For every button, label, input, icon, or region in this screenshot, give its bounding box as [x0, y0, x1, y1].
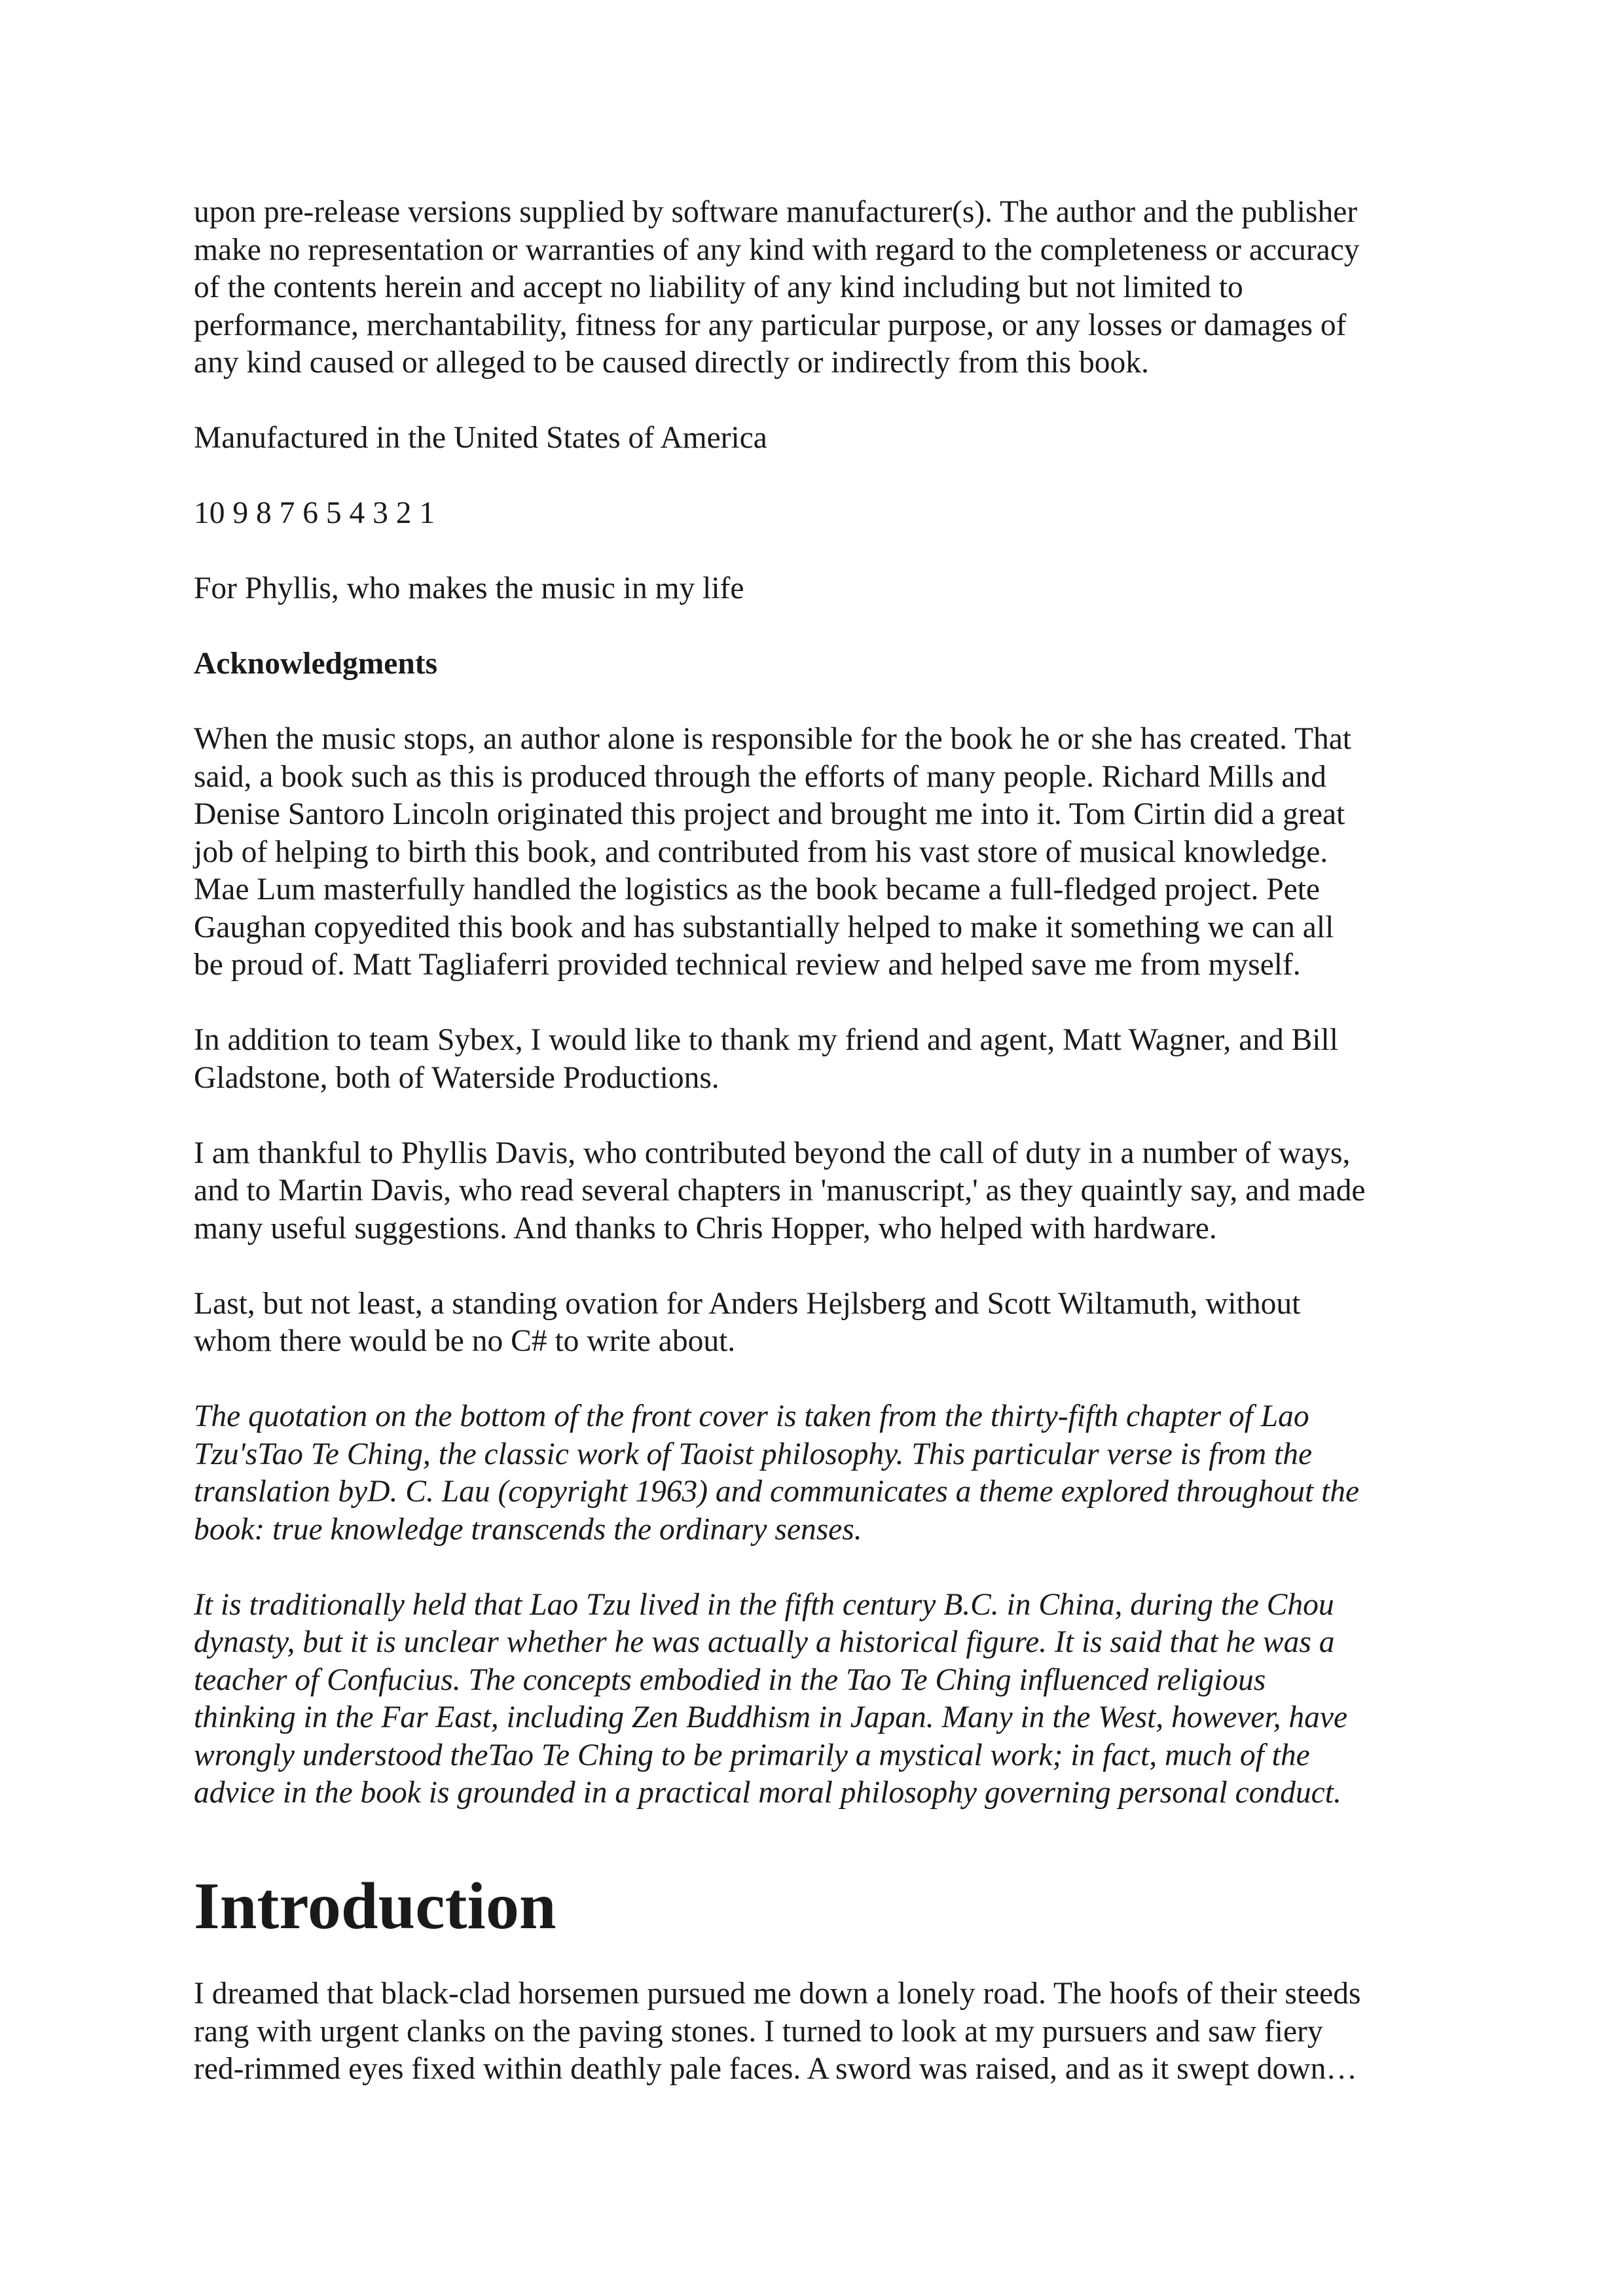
acknowledgments-paragraph-1: When the music stops, an author alone is responsible for the book he or she has created. That said, a book such as this is produced through the efforts of many people. Richard Mills and Denise Santoro Lincoln originated this project and brought me into it. Tom Cirtin did a great job of helping to birth this book, and contributed from his vast store of musical knowledge. Mae Lum masterfully handled the logistics as the book became a full-fledged project. Pete Gaughan copyedited this book and has substantially helped to make it something we can all be proud of. Matt Tagliaferri provided technical review and helped save me from myself.	[194, 722, 1352, 982]
front-matter	[194, 194, 1457, 1812]
cover-note-paragraph-2: It is traditionally held that Lao Tzu lived in the fifth century B.C. in China, during the Chou dynasty, but it is unclear whether he was actually a historical figure. It is said that he was a teacher of Confucius. The concepts embodied in the Tao Te Ching influenced religious thinking in the Far East, including Zen Buddhism in Japan. Many in the West, however, have wrongly understood theTao Te Ching to be primarily a mystical work; in fact, much of the advice in the book is grounded in a practical moral philosophy governing personal conduct.	[194, 1587, 1348, 1810]
introduction-paragraph: I dreamed that black-clad horsemen pursued me down a lonely road. The hoofs of their steeds rang with urgent clanks on the paving stones. I turned to look at my pursuers and saw fiery red-rimmed eyes fixed within deathly pale faces. A sword was raised, and as it swept down…	[194, 1977, 1361, 2086]
acknowledgments-heading: Acknowledgments	[194, 647, 438, 681]
dedication: For Phyllis, who makes the music in my life	[194, 571, 744, 605]
disclaimer-paragraph: upon pre-release versions supplied by software manufacturer(s). The author and the publisher make no representation or warranties of any kind with regard to the completeness or accuracy of the contents herein and accept no liability of any kind including but not limited to performance, merchantability, fitness for any particular purpose, or any losses or damages of any kind caused or alleged to be caused directly or indirectly from this book.	[194, 195, 1360, 380]
cover-note-paragraph-1: The quotation on the bottom of the front cover is taken from the thirty-fifth chapter of Lao Tzu'sTao Te Ching, the classic work of Taoist philosophy. This particular verse is from the translation byD. C. Lau (copyright 1963) and communicates a theme explored throughout the book: true knowledge transcends the ordinary senses.	[194, 1399, 1360, 1547]
introduction-body	[194, 1975, 1457, 2089]
introduction-heading-wrap	[194, 1867, 556, 1946]
acknowledgments-paragraph-3: I am thankful to Phyllis Davis, who contributed beyond the call of duty in a number of ways, and to Martin Davis, who read several chapters in 'manuscript,' as they quaintly say, and made many useful suggestions. And thanks to Chris Hopper, who helped with hardware.	[194, 1136, 1366, 1246]
acknowledgments-paragraph-4: Last, but not least, a standing ovation for Anders Hejlsberg and Scott Wiltamuth, without whom there would be no C# to write about.	[194, 1286, 1301, 1358]
printing-line: 10 9 8 7 6 5 4 3 2 1	[194, 496, 435, 530]
introduction-heading: Introduction	[194, 1869, 556, 1943]
acknowledgments-paragraph-2: In addition to team Sybex, I would like to thank my friend and agent, Matt Wagner, and Bill Gladstone, both of Waterside Productions.	[194, 1023, 1338, 1095]
manufactured-line: Manufactured in the United States of America	[194, 421, 767, 455]
